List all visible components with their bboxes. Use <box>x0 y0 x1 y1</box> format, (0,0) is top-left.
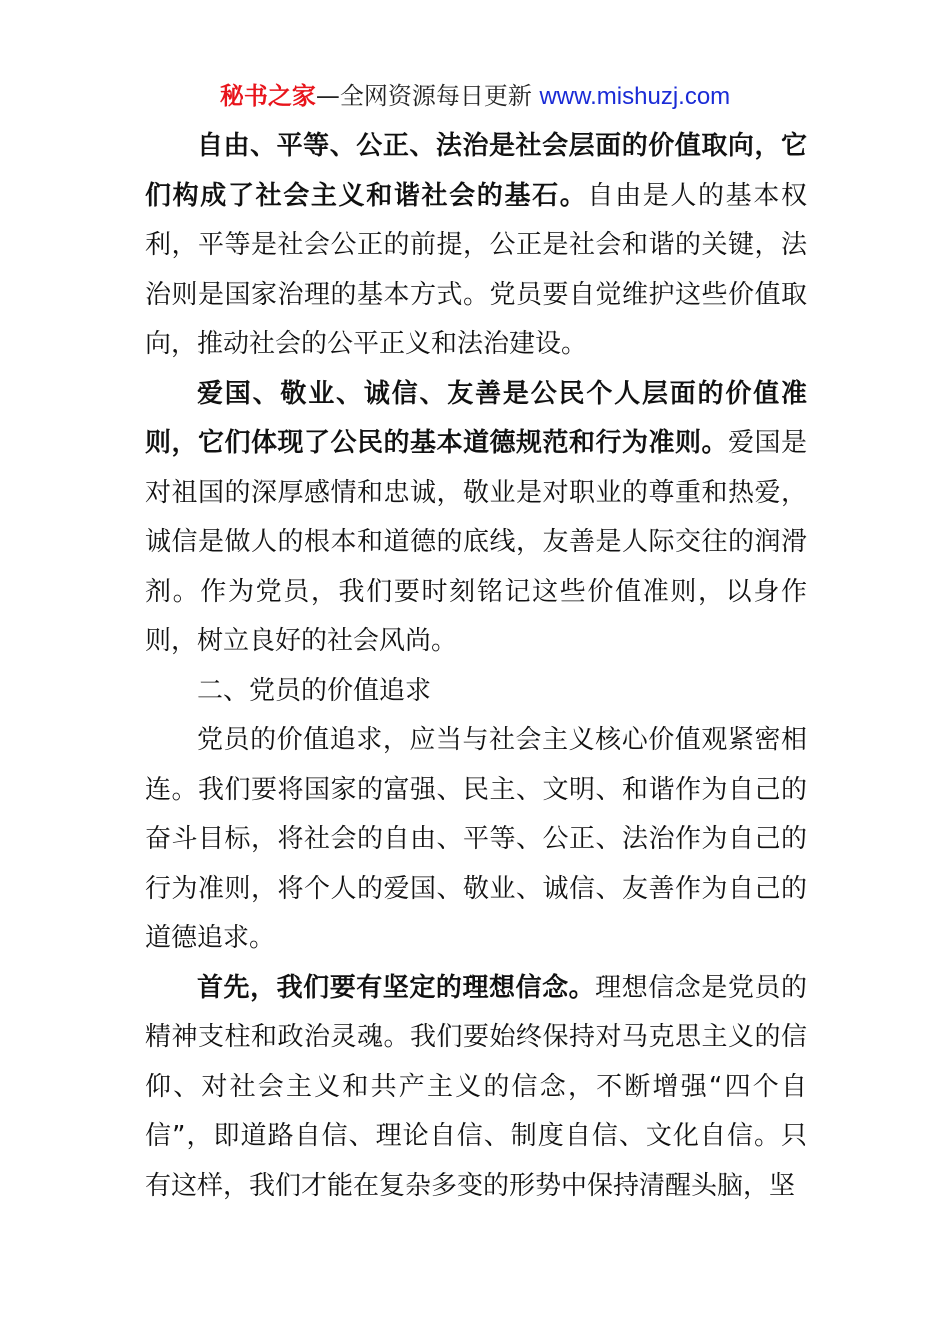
section-heading-text: 二、党员的价值追求 <box>197 675 432 706</box>
site-url[interactable]: www.mishuzj.com <box>539 83 731 110</box>
page-header <box>0 80 950 113</box>
paragraph-text: 理想信念是党员的精神支柱和政治灵魂。我们要始终保持对马克思主义的信仰、对社会主义和共产主义的信念，不断增强“四个自信”，即道路自信、理论自信、制度自信、文化自信。只有这样，我们才能在复杂多变的形势中保持清醒头脑，坚 <box>145 972 807 1201</box>
section-heading <box>145 667 807 717</box>
paragraph-text: 爱国是对祖国的深厚感情和忠诚，敬业是对职业的尊重和热爱，诚信是做人的根本和道德的底线，友善是人际交往的润滑剂。作为党员，我们要时刻铭记这些价值准则，以身作则，树立良好的社会风尚。 <box>145 428 807 656</box>
document-body <box>145 122 807 1211</box>
header-tagline: —全网资源每日更新 <box>315 82 540 110</box>
paragraph-text: 自由是人的基本权利，平等是社会公正的前提，公正是社会和谐的关键，法治则是国家治理的基本方式。党员要自觉维护这些价值取向，推动社会的公平正义和法治建设。 <box>145 180 807 359</box>
paragraph-lead: 爱国、敬业、诚信、友善是公民个人层面的价值准则，它们体现了公民的基本道德规范和行为准则。 <box>145 378 807 458</box>
paragraph-lead: 首先，我们要有坚定的理想信念。 <box>197 972 596 1003</box>
paragraph-text: 党员的价值追求，应当与社会主义核心价值观紧密相连。我们要将国家的富强、民主、文明、和谐作为自己的奋斗目标，将社会的自由、平等、公正、法治作为自己的行为准则，将个人的爱国、敬业、诚信、友善作为自己的道德追求。 <box>145 725 807 953</box>
paragraph <box>145 964 807 1212</box>
paragraph <box>145 716 807 964</box>
paragraph-lead: 自由、平等、公正、法治是社会层面的价值取向，它们构成了社会主义和谐社会的基石。 <box>145 131 807 211</box>
paragraph <box>145 370 807 667</box>
paragraph <box>145 122 807 370</box>
brand-name: 秘书之家 <box>219 82 316 110</box>
